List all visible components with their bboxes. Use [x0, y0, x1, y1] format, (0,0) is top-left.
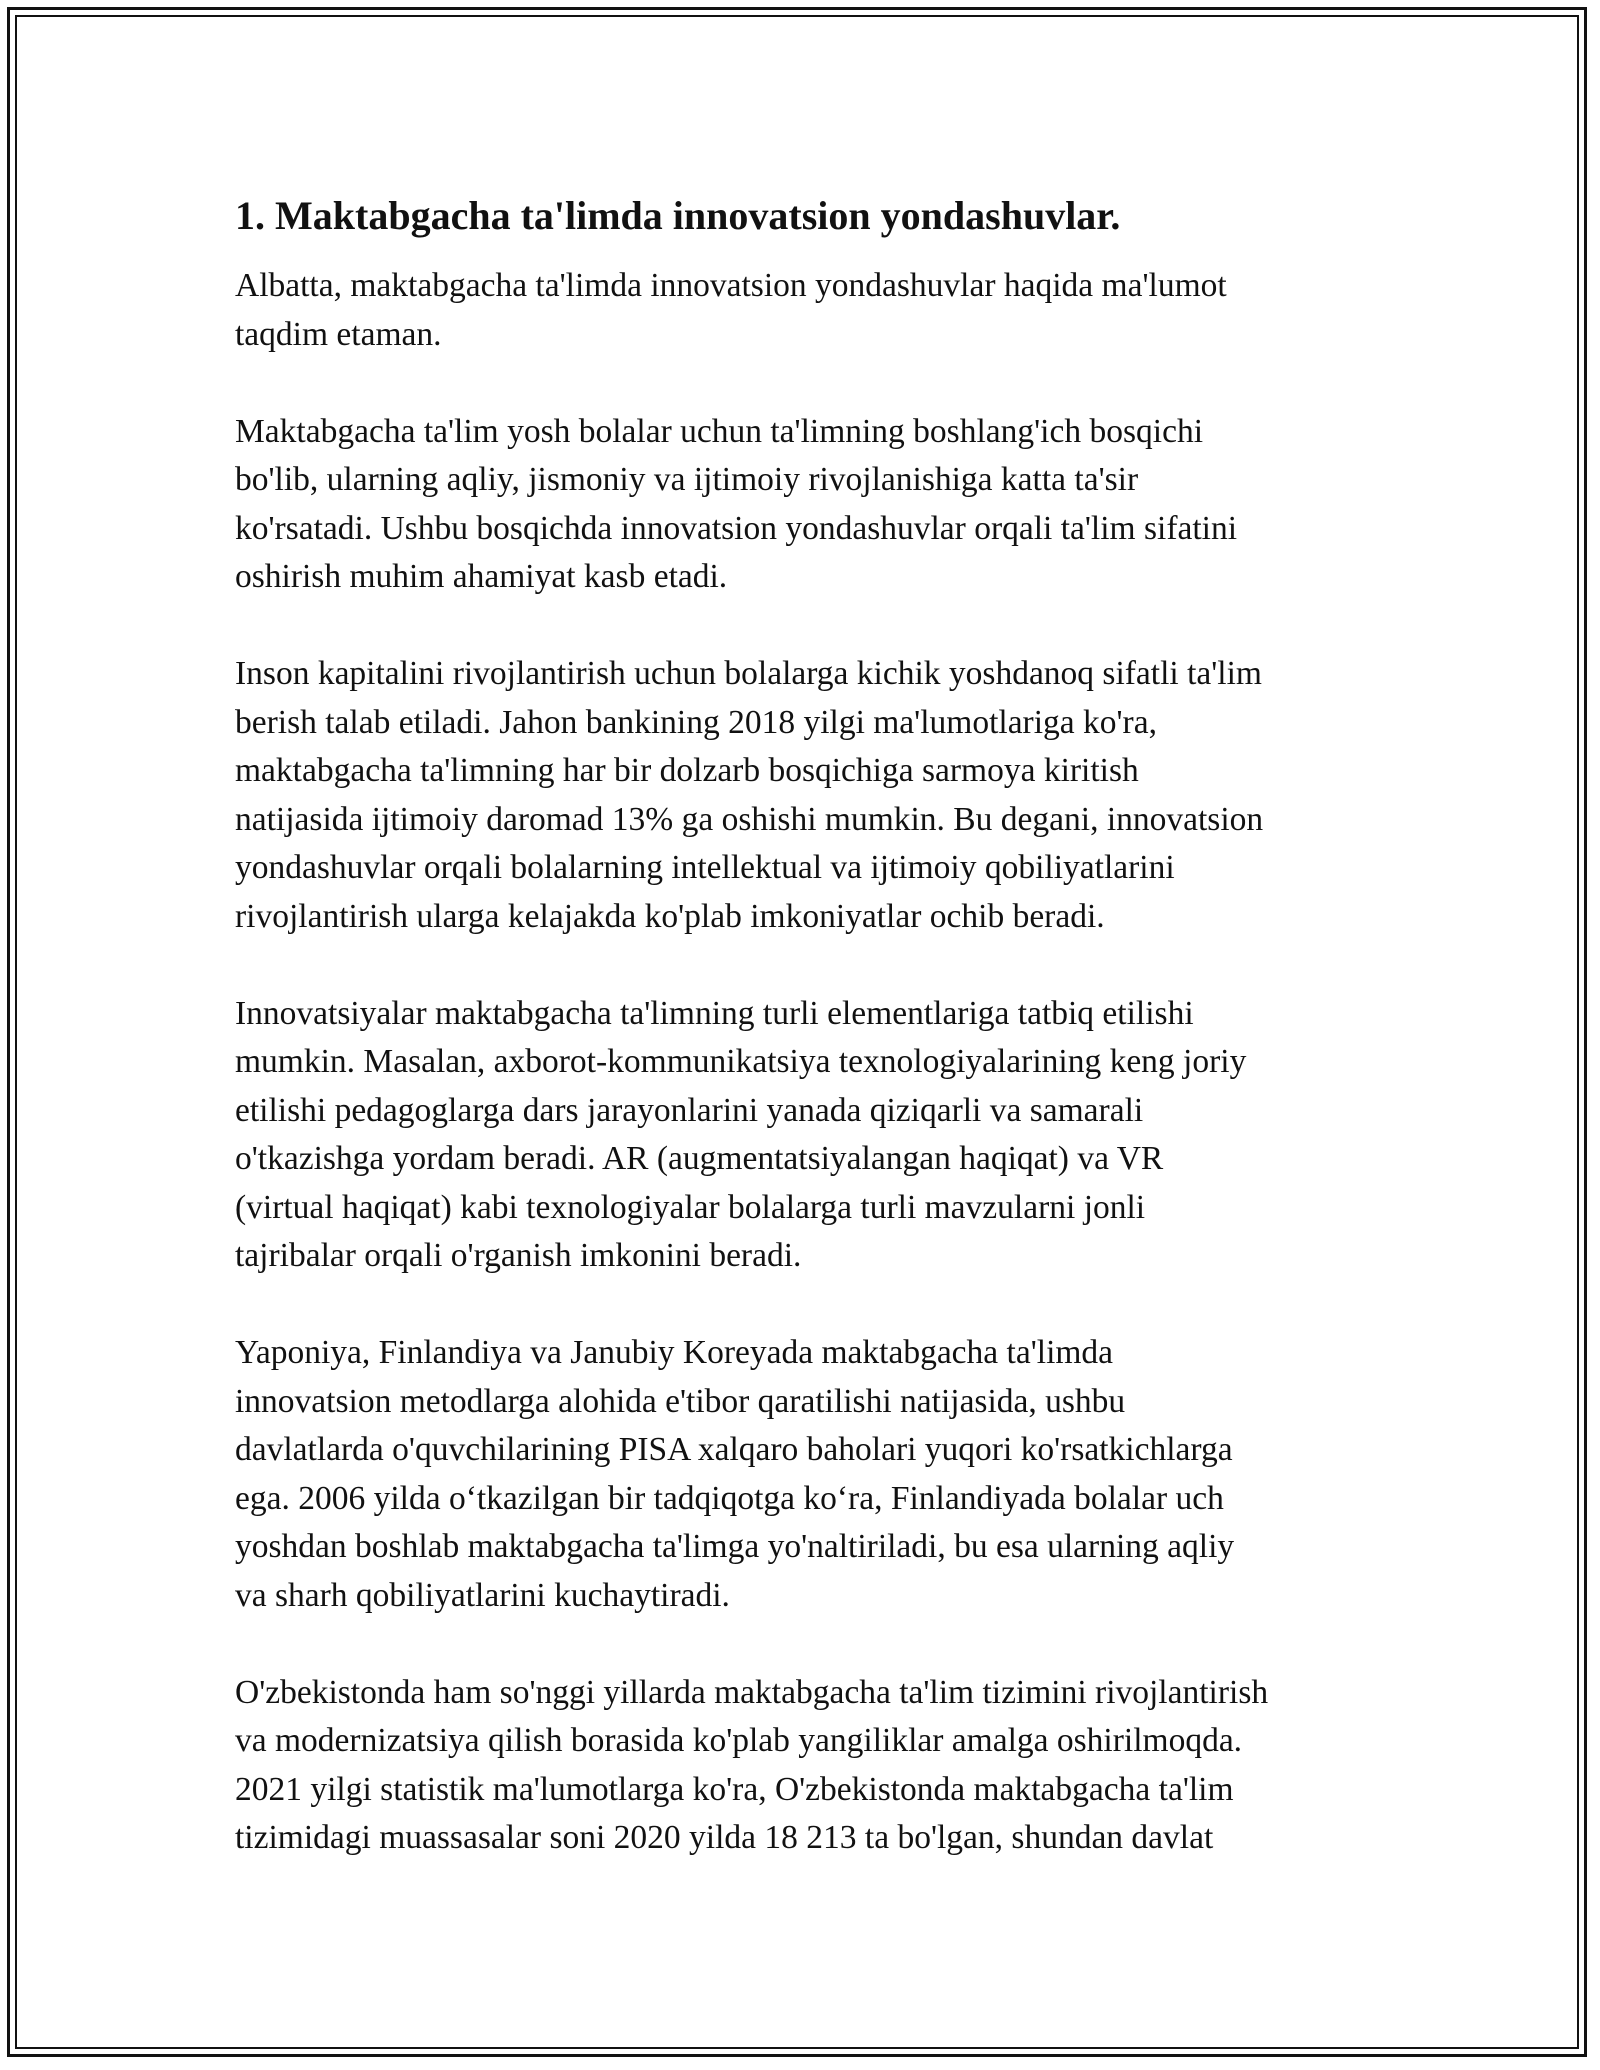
- text-line: o'tkazishga yordam beradi. AR (augmentatsiyalangan haqiqat) va VR: [235, 1140, 1164, 1177]
- text-line: maktabgacha ta'limning har bir dolzarb bosqichiga sarmoya kiritish: [235, 752, 1139, 789]
- text-line: Innovatsiyalar maktabgacha ta'limning turli elementlariga tatbiq etilishi: [235, 994, 1194, 1032]
- text-line: natijasida ijtimoiy daromad 13% ga oshishi mumkin. Bu degani, innovatsion: [235, 800, 1264, 838]
- text-line: Inson kapitalini rivojlantirish uchun bolalarga kichik yoshdanoq sifatli ta'lim: [235, 655, 1262, 692]
- paragraph-uzbekistan: [235, 1669, 1375, 1863]
- paragraph-international: [235, 1329, 1375, 1620]
- paragraph-definition: [235, 408, 1375, 602]
- text-line: yondashuvlar orqali bolalarning intellektual va ijtimoiy qobiliyatlarini: [235, 849, 1175, 886]
- text-line: davlatlarda o'quvchilarining PISA xalqaro baholari yuqori ko'rsatkichlarga: [235, 1431, 1233, 1468]
- text-line: tizimidagi muassasalar soni 2020 yilda 18 213 ta bo'lgan, shundan davlat: [235, 1819, 1214, 1856]
- paragraph-innovations: [235, 990, 1375, 1281]
- text-line: ega. 2006 yilda o‘tkazilgan bir tadqiqotga ko‘ra, Finlandiyada bolalar uch: [235, 1479, 1224, 1517]
- section-heading: 1. Maktabgacha ta'limda innovatsion yondashuvlar.: [235, 193, 1121, 238]
- text-line: innovatsion metodlarga alohida e'tibor qaratilishi natijasida, ushbu: [235, 1382, 1126, 1420]
- text-line: tajribalar orqali o'rganish imkonini beradi.: [235, 1237, 802, 1274]
- text-line: O'zbekistonda ham so'nggi yillarda maktabgacha ta'lim tizimini rivojlantirish: [235, 1673, 1269, 1711]
- text-line: mumkin. Masalan, axborot-kommunikatsiya texnologiyalarining keng joriy: [235, 1043, 1247, 1080]
- document-body: [235, 190, 1375, 1911]
- paragraph-intro: [235, 262, 1375, 359]
- text-line: bo'lib, ularning aqliy, jismoniy va ijtimoiy rivojlanishiga katta ta'sir: [235, 461, 1139, 498]
- text-line: taqdim etaman.: [235, 315, 442, 353]
- text-line: Yaponiya, Finlandiya va Janubiy Koreyada maktabgacha ta'limda: [235, 1334, 1114, 1371]
- text-line: ko'rsatadi. Ushbu bosqichda innovatsion yondashuvlar orqali ta'lim sifatini: [235, 509, 1238, 547]
- text-line: Albatta, maktabgacha ta'limda innovatsion yondashuvlar haqida ma'lumot: [235, 267, 1227, 304]
- text-line: 2021 yilgi statistik ma'lumotlarga ko'ra, O'zbekistonda maktabgacha ta'lim: [235, 1770, 1234, 1808]
- text-line: Maktabgacha ta'lim yosh bolalar uchun ta'limning boshlang'ich bosqichi: [235, 412, 1203, 450]
- text-line: va sharh qobiliyatlarini kuchaytiradi.: [235, 1576, 730, 1614]
- paragraph-human-capital: [235, 650, 1375, 941]
- text-line: oshirish muhim ahamiyat kasb etadi.: [235, 558, 728, 595]
- text-line: yoshdan boshlab maktabgacha ta'limga yo'naltiriladi, bu esa ularning aqliy: [235, 1528, 1235, 1565]
- text-line: rivojlantirish ularga kelajakda ko'plab imkoniyatlar ochib beradi.: [235, 897, 1105, 935]
- text-line: berish talab etiladi. Jahon bankining 2018 yilgi ma'lumotlariga ko'ra,: [235, 703, 1157, 741]
- text-line: etilishi pedagoglarga dars jarayonlarini yanada qiziqarli va samarali: [235, 1091, 1144, 1129]
- text-line: va modernizatsiya qilish borasida ko'plab yangiliklar amalga oshirilmoqda.: [235, 1722, 1243, 1759]
- text-line: (virtual haqiqat) kabi texnologiyalar bolalarga turli mavzularni jonli: [235, 1188, 1146, 1226]
